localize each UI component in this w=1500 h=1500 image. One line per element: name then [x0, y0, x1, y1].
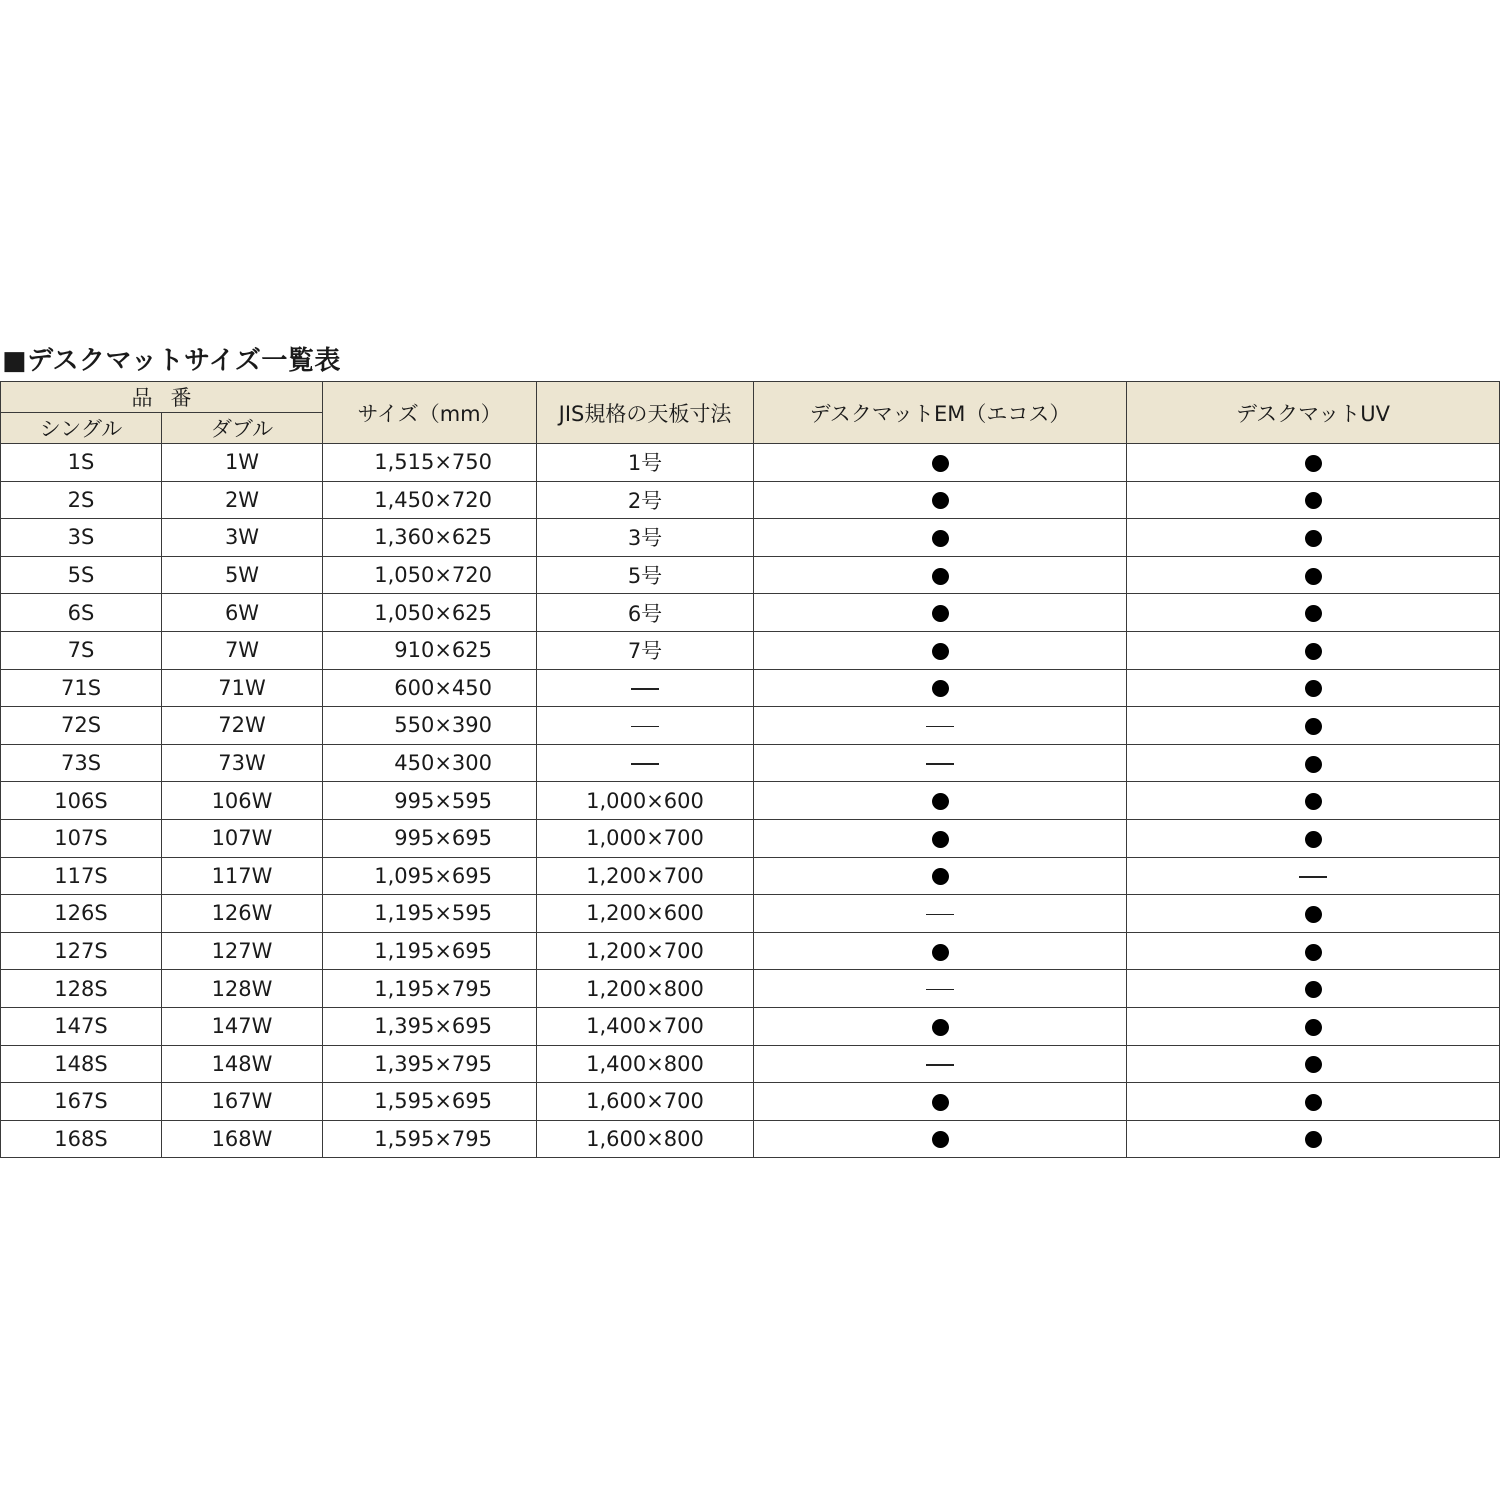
cell-jis: 1,600×800 [537, 1120, 754, 1158]
cell-jis: 1,200×600 [537, 895, 754, 933]
table-row [1, 1045, 1500, 1083]
not-available-dash-icon [926, 989, 954, 991]
cell-jis: 6号 [537, 594, 754, 632]
cell-uv [1127, 519, 1500, 557]
available-dot-icon [1305, 981, 1322, 998]
available-dot-icon [932, 568, 949, 585]
available-dot-icon [1305, 793, 1322, 810]
available-dot-icon [1305, 455, 1322, 472]
cell-uv [1127, 556, 1500, 594]
cell-jis: 1,200×800 [537, 970, 754, 1008]
cell-double: 3W [162, 519, 323, 557]
cell-em [754, 519, 1127, 557]
available-dot-icon [932, 530, 949, 547]
table-body [1, 444, 1500, 1158]
cell-double: 128W [162, 970, 323, 1008]
cell-em [754, 669, 1127, 707]
cell-size: 1,360×625 [323, 519, 537, 557]
available-dot-icon [1305, 831, 1322, 848]
table-row [1, 744, 1500, 782]
available-dot-icon [932, 1094, 949, 1111]
cell-uv [1127, 857, 1500, 895]
table-header [1, 382, 1500, 444]
cell-em [754, 970, 1127, 1008]
cell-double: 147W [162, 1007, 323, 1045]
table-row [1, 481, 1500, 519]
cell-em [754, 782, 1127, 820]
available-dot-icon [932, 680, 949, 697]
cell-single: 2S [1, 481, 162, 519]
cell-single: 1S [1, 444, 162, 482]
cell-jis: 2号 [537, 481, 754, 519]
cell-em [754, 895, 1127, 933]
page-title: ■デスクマットサイズ一覧表 [2, 346, 341, 376]
available-dot-icon [1305, 492, 1322, 509]
cell-single: 168S [1, 1120, 162, 1158]
cell-em [754, 1007, 1127, 1045]
cell-double: 148W [162, 1045, 323, 1083]
cell-double: 6W [162, 594, 323, 632]
cell-single: 127S [1, 932, 162, 970]
cell-em [754, 594, 1127, 632]
cell-double: 106W [162, 782, 323, 820]
cell-single: 128S [1, 970, 162, 1008]
table-row [1, 556, 1500, 594]
cell-uv [1127, 669, 1500, 707]
cell-em [754, 932, 1127, 970]
cell-single: 147S [1, 1007, 162, 1045]
cell-single: 7S [1, 631, 162, 669]
cell-single: 148S [1, 1045, 162, 1083]
cell-size: 600×450 [323, 669, 537, 707]
cell-single: 126S [1, 895, 162, 933]
header-product-number: 品番 [1, 382, 323, 413]
not-available-dash-icon [631, 763, 659, 765]
cell-double: 2W [162, 481, 323, 519]
cell-single: 117S [1, 857, 162, 895]
table-row [1, 1120, 1500, 1158]
cell-jis: 1,400×700 [537, 1007, 754, 1045]
available-dot-icon [1305, 605, 1322, 622]
cell-size: 550×390 [323, 707, 537, 745]
header-em: デスクマットEM（エコス） [754, 382, 1127, 444]
cell-size: 1,595×695 [323, 1083, 537, 1121]
table-row [1, 932, 1500, 970]
cell-em [754, 1045, 1127, 1083]
table-row [1, 669, 1500, 707]
cell-uv [1127, 594, 1500, 632]
cell-size: 1,195×595 [323, 895, 537, 933]
available-dot-icon [1305, 530, 1322, 547]
table-row [1, 1007, 1500, 1045]
cell-jis [537, 669, 754, 707]
cell-single: 73S [1, 744, 162, 782]
header-double: ダブル [162, 413, 323, 444]
cell-jis [537, 744, 754, 782]
not-available-dash-icon [926, 763, 954, 765]
available-dot-icon [932, 831, 949, 848]
header-size: サイズ（mm） [323, 382, 537, 444]
available-dot-icon [932, 643, 949, 660]
cell-double: 73W [162, 744, 323, 782]
cell-single: 6S [1, 594, 162, 632]
cell-uv [1127, 481, 1500, 519]
cell-jis: 1,000×700 [537, 819, 754, 857]
cell-uv [1127, 782, 1500, 820]
cell-jis: 1,200×700 [537, 932, 754, 970]
cell-jis: 5号 [537, 556, 754, 594]
available-dot-icon [1305, 1019, 1322, 1036]
cell-em [754, 1083, 1127, 1121]
cell-single: 3S [1, 519, 162, 557]
available-dot-icon [1305, 1056, 1322, 1073]
cell-single: 5S [1, 556, 162, 594]
cell-jis: 1,000×600 [537, 782, 754, 820]
available-dot-icon [932, 605, 949, 622]
cell-double: 167W [162, 1083, 323, 1121]
cell-single: 107S [1, 819, 162, 857]
cell-em [754, 857, 1127, 895]
not-available-dash-icon [926, 914, 954, 916]
cell-size: 995×595 [323, 782, 537, 820]
available-dot-icon [1305, 718, 1322, 735]
header-jis: JIS規格の天板寸法 [537, 382, 754, 444]
not-available-dash-icon [631, 688, 659, 690]
cell-size: 1,195×695 [323, 932, 537, 970]
cell-single: 72S [1, 707, 162, 745]
available-dot-icon [1305, 1131, 1322, 1148]
cell-em [754, 819, 1127, 857]
not-available-dash-icon [631, 726, 659, 728]
cell-double: 107W [162, 819, 323, 857]
cell-uv [1127, 932, 1500, 970]
table-row [1, 444, 1500, 482]
cell-em [754, 707, 1127, 745]
available-dot-icon [1305, 568, 1322, 585]
desk-mat-size-table [0, 381, 1500, 1158]
cell-em [754, 744, 1127, 782]
cell-size: 1,595×795 [323, 1120, 537, 1158]
cell-uv [1127, 895, 1500, 933]
not-available-dash-icon [926, 726, 954, 728]
table-row [1, 519, 1500, 557]
cell-uv [1127, 1007, 1500, 1045]
table-row [1, 857, 1500, 895]
cell-jis: 1号 [537, 444, 754, 482]
cell-size: 1,195×795 [323, 970, 537, 1008]
header-uv: デスクマットUV [1127, 382, 1500, 444]
cell-double: 72W [162, 707, 323, 745]
available-dot-icon [932, 1131, 949, 1148]
cell-em [754, 481, 1127, 519]
cell-double: 1W [162, 444, 323, 482]
not-available-dash-icon [926, 1064, 954, 1066]
cell-uv [1127, 819, 1500, 857]
cell-uv [1127, 1083, 1500, 1121]
header-single: シングル [1, 413, 162, 444]
cell-jis: 1,600×700 [537, 1083, 754, 1121]
available-dot-icon [932, 793, 949, 810]
cell-uv [1127, 707, 1500, 745]
cell-double: 117W [162, 857, 323, 895]
cell-em [754, 556, 1127, 594]
cell-uv [1127, 1120, 1500, 1158]
cell-uv [1127, 970, 1500, 1008]
cell-size: 1,450×720 [323, 481, 537, 519]
cell-double: 168W [162, 1120, 323, 1158]
available-dot-icon [1305, 906, 1322, 923]
cell-em [754, 631, 1127, 669]
cell-jis: 3号 [537, 519, 754, 557]
cell-single: 106S [1, 782, 162, 820]
available-dot-icon [932, 868, 949, 885]
cell-double: 127W [162, 932, 323, 970]
available-dot-icon [1305, 680, 1322, 697]
cell-size: 995×695 [323, 819, 537, 857]
table-row [1, 594, 1500, 632]
cell-jis [537, 707, 754, 745]
table-row [1, 631, 1500, 669]
cell-double: 7W [162, 631, 323, 669]
cell-size: 1,395×795 [323, 1045, 537, 1083]
table-row [1, 970, 1500, 1008]
cell-size: 910×625 [323, 631, 537, 669]
not-available-dash-icon [1299, 876, 1327, 878]
available-dot-icon [932, 455, 949, 472]
cell-uv [1127, 631, 1500, 669]
cell-single: 167S [1, 1083, 162, 1121]
available-dot-icon [932, 492, 949, 509]
cell-double: 71W [162, 669, 323, 707]
cell-jis: 1,200×700 [537, 857, 754, 895]
available-dot-icon [1305, 1094, 1322, 1111]
cell-size: 1,050×625 [323, 594, 537, 632]
cell-uv [1127, 444, 1500, 482]
available-dot-icon [932, 1019, 949, 1036]
table-row [1, 895, 1500, 933]
cell-size: 1,050×720 [323, 556, 537, 594]
cell-size: 1,395×695 [323, 1007, 537, 1045]
available-dot-icon [1305, 944, 1322, 961]
cell-size: 1,515×750 [323, 444, 537, 482]
cell-double: 126W [162, 895, 323, 933]
table-row [1, 819, 1500, 857]
cell-em [754, 444, 1127, 482]
cell-double: 5W [162, 556, 323, 594]
cell-uv [1127, 1045, 1500, 1083]
cell-jis: 1,400×800 [537, 1045, 754, 1083]
table-row [1, 707, 1500, 745]
available-dot-icon [1305, 643, 1322, 660]
cell-jis: 7号 [537, 631, 754, 669]
table-row [1, 1083, 1500, 1121]
cell-em [754, 1120, 1127, 1158]
available-dot-icon [1305, 756, 1322, 773]
table-row [1, 782, 1500, 820]
cell-single: 71S [1, 669, 162, 707]
cell-uv [1127, 744, 1500, 782]
cell-size: 1,095×695 [323, 857, 537, 895]
cell-size: 450×300 [323, 744, 537, 782]
available-dot-icon [932, 944, 949, 961]
